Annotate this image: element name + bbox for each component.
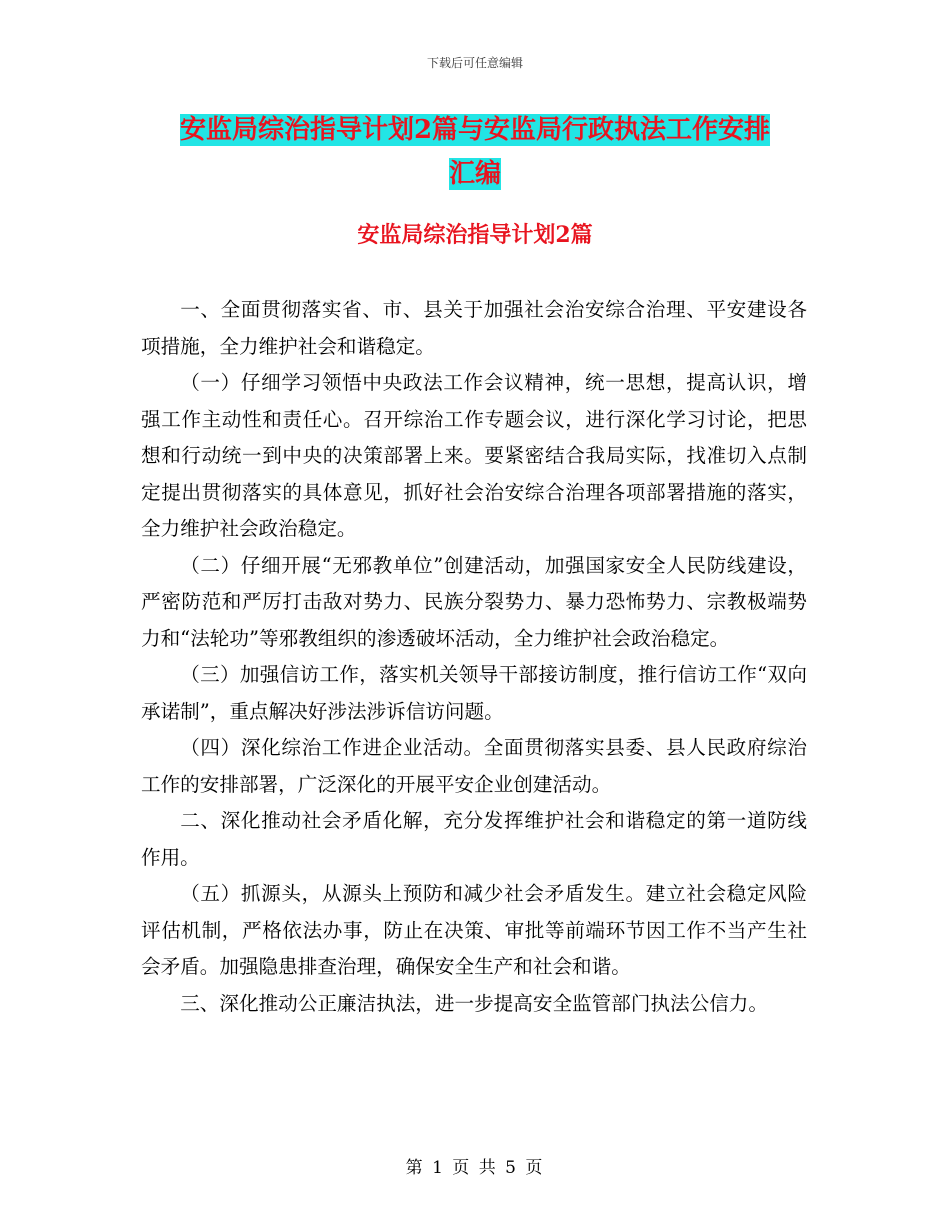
paragraph: 二、深化推动社会矛盾化解，充分发挥维护社会和谐稳定的第一道防线作用。: [141, 809, 807, 869]
body-text: [141, 292, 807, 1022]
paragraph: 一、全面贯彻落实省、市、县关于加强社会治安综合治理、平安建设各项措施，全力维护社会和谐稳定。: [141, 298, 807, 358]
paragraph: （四）深化综治工作进企业活动。全面贯彻落实县委、县人民政府综治工作的安排部署，广泛深化的开展平安企业创建活动。: [141, 736, 807, 796]
document-title-line-1: 安监局综治指导计划2篇与安监局行政执法工作安排: [179, 115, 771, 145]
paragraph: （一）仔细学习领悟中央政法工作会议精神，统一思想，提高认识，增强工作主动性和责任心。召开综治工作专题会议，进行深化学习讨论，把思想和行动统一到中央的决策部署上来。要紧密结合我局实际，找准切入点制定提出贯彻落实的具体意见，抓好社会治安综合治理各项部署措施的落实，全力维护社会政治稳定。: [141, 371, 807, 540]
paragraph: 三、深化推动公正廉洁执法，进一步提高安全监管部门执法公信力。: [180, 991, 768, 1015]
document-title: [140, 108, 810, 196]
paragraph: （五）抓源头，从源头上预防和减少社会矛盾发生。建立社会稳定风险评估机制，严格依法办事，防止在决策、审批等前端环节因工作不当产生社会矛盾。加强隐患排查治理，确保安全生产和社会和谐。: [141, 882, 807, 978]
document-title-line-2: 汇编: [448, 159, 501, 189]
header-note: 下载后可任意编辑: [426, 56, 523, 70]
paragraph: （三）加强信访工作，落实机关领导干部接访制度，推行信访工作“双向承诺制”，重点解决好涉法涉诉信访问题。: [141, 663, 807, 723]
paragraph: （二）仔细开展“无邪教单位”创建活动，加强国家安全人民防线建设，严密防范和严厉打击敌对势力、民族分裂势力、暴力恐怖势力、宗教极端势力和“法轮功”等邪教组织的渗透破坏活动，全力维护社会政治稳定。: [141, 553, 807, 650]
section-title: 安监局综治指导计划2篇: [357, 222, 593, 248]
page-footer: 第 1 页 共 5 页: [405, 1158, 545, 1178]
